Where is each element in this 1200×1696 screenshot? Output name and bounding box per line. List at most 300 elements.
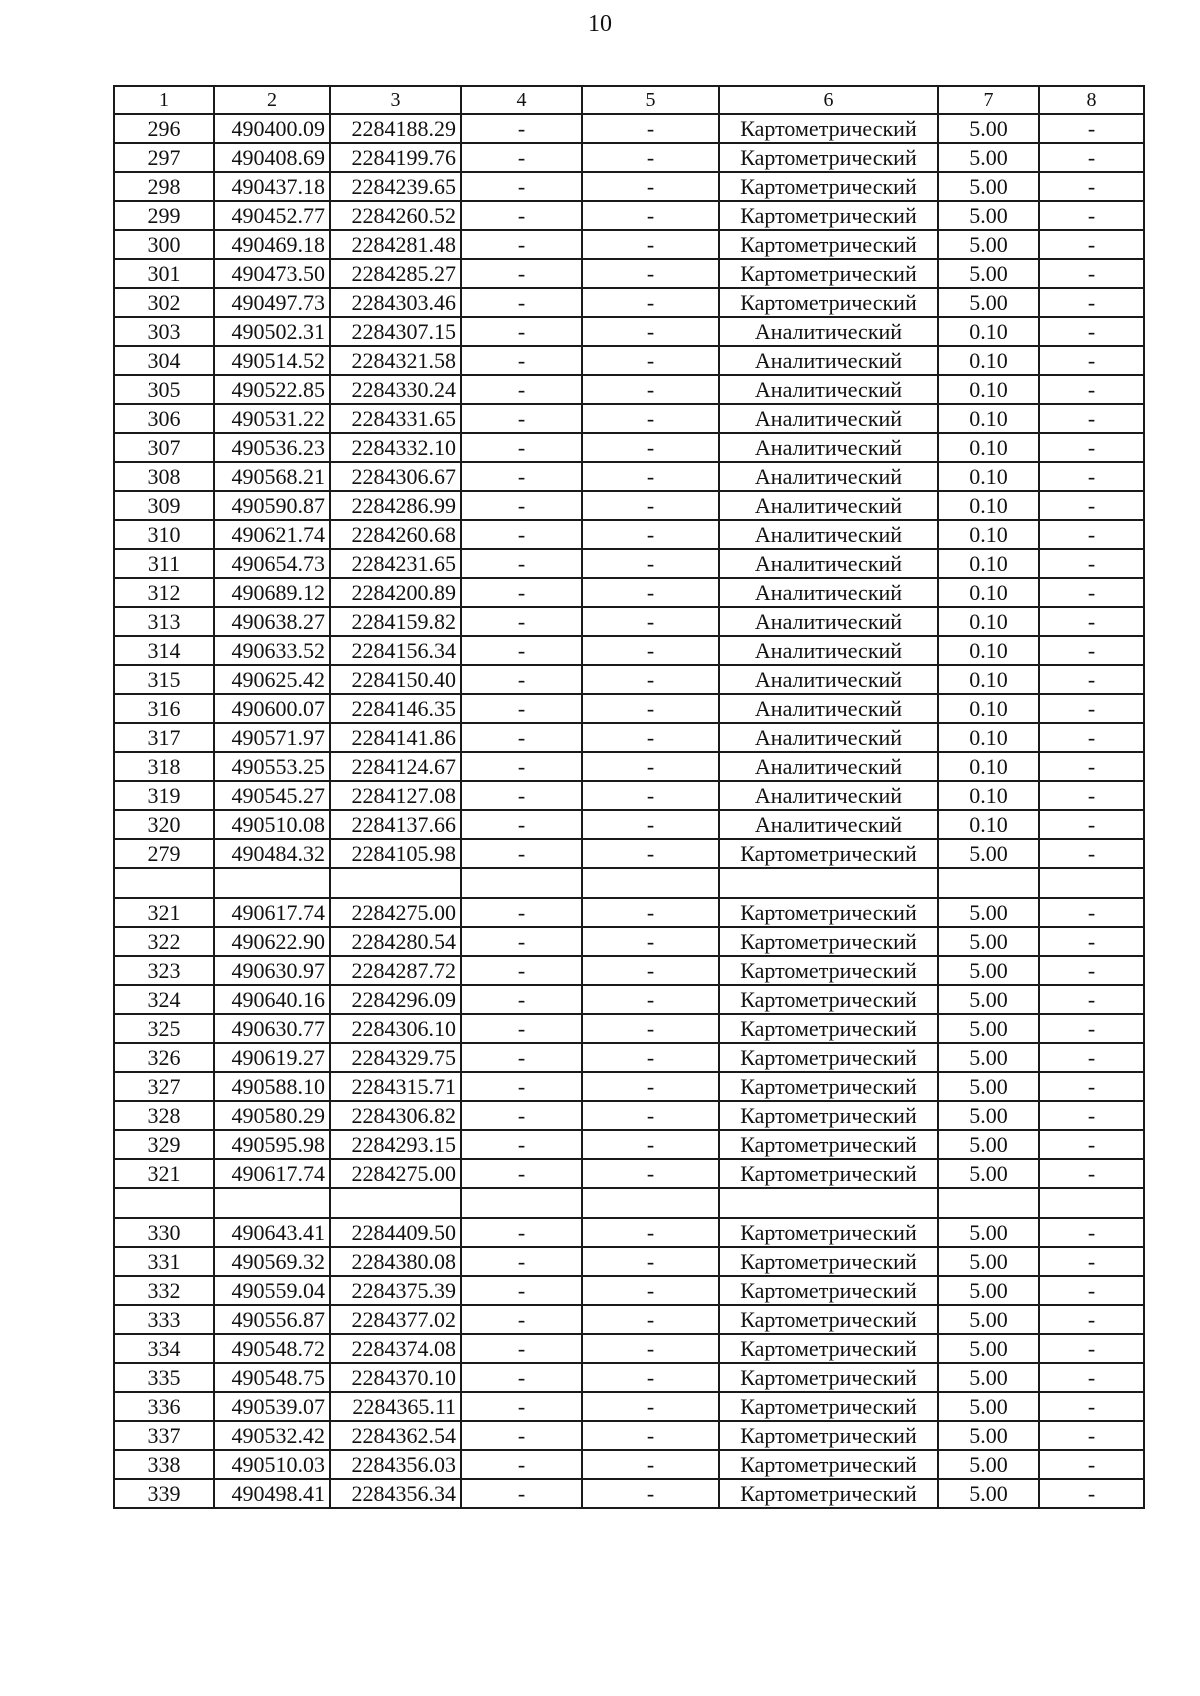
accuracy-cell: 0.10 — [938, 781, 1039, 810]
x-coordinate-cell: 490617.74 — [214, 898, 330, 927]
col-4-cell: - — [461, 1276, 582, 1305]
method-cell: Картометрический — [719, 1218, 938, 1247]
col-4-cell — [461, 868, 582, 898]
point-number-cell: 317 — [114, 723, 214, 752]
accuracy-cell: 5.00 — [938, 1130, 1039, 1159]
point-number-cell: 322 — [114, 927, 214, 956]
y-coordinate-cell: 2284329.75 — [330, 1043, 461, 1072]
col-4-cell: - — [461, 346, 582, 375]
table-row — [114, 1101, 1144, 1130]
point-number-cell: 296 — [114, 114, 214, 143]
col-4-cell: - — [461, 1247, 582, 1276]
accuracy-cell: 0.10 — [938, 317, 1039, 346]
method-cell: Картометрический — [719, 230, 938, 259]
y-coordinate-cell: 2284285.27 — [330, 259, 461, 288]
y-coordinate-cell: 2284409.50 — [330, 1218, 461, 1247]
y-coordinate-cell: 2284374.08 — [330, 1334, 461, 1363]
col-4-cell: - — [461, 1363, 582, 1392]
y-coordinate-cell: 2284124.67 — [330, 752, 461, 781]
method-cell: Аналитический — [719, 404, 938, 433]
x-coordinate-cell: 490630.77 — [214, 1014, 330, 1043]
col-4-cell: - — [461, 520, 582, 549]
col-5-cell: - — [582, 607, 719, 636]
col-8-cell: - — [1039, 723, 1144, 752]
x-coordinate-cell: 490600.07 — [214, 694, 330, 723]
table-row — [114, 1334, 1144, 1363]
col-8-cell: - — [1039, 201, 1144, 230]
col-5-cell: - — [582, 636, 719, 665]
method-cell: Картометрический — [719, 1101, 938, 1130]
table-row — [114, 433, 1144, 462]
x-coordinate-cell: 490548.75 — [214, 1363, 330, 1392]
point-number-cell: 301 — [114, 259, 214, 288]
table-row — [114, 578, 1144, 607]
point-number-cell: 299 — [114, 201, 214, 230]
table-row — [114, 1043, 1144, 1072]
table-row — [114, 375, 1144, 404]
col-5-cell: - — [582, 839, 719, 868]
y-coordinate-cell: 2284375.39 — [330, 1276, 461, 1305]
col-8-cell: - — [1039, 549, 1144, 578]
table-row — [114, 549, 1144, 578]
point-number-cell: 334 — [114, 1334, 214, 1363]
col-4-cell: - — [461, 1450, 582, 1479]
table-row — [114, 1130, 1144, 1159]
table-row — [114, 1218, 1144, 1247]
col-8-cell: - — [1039, 1450, 1144, 1479]
y-coordinate-cell: 2284287.72 — [330, 956, 461, 985]
x-coordinate-cell — [214, 1188, 330, 1218]
table-row — [114, 1363, 1144, 1392]
accuracy-cell: 5.00 — [938, 201, 1039, 230]
accuracy-cell: 0.10 — [938, 491, 1039, 520]
accuracy-cell: 5.00 — [938, 143, 1039, 172]
x-coordinate-cell: 490590.87 — [214, 491, 330, 520]
table-row — [114, 1421, 1144, 1450]
col-5-cell: - — [582, 346, 719, 375]
col-4-cell: - — [461, 1043, 582, 1072]
table-row — [114, 1479, 1144, 1508]
method-cell: Аналитический — [719, 375, 938, 404]
method-cell: Аналитический — [719, 752, 938, 781]
method-cell: Картометрический — [719, 1305, 938, 1334]
col-8-cell: - — [1039, 1101, 1144, 1130]
point-number-cell: 315 — [114, 665, 214, 694]
method-cell: Аналитический — [719, 462, 938, 491]
point-number-cell — [114, 868, 214, 898]
col-4-cell: - — [461, 1479, 582, 1508]
table-row — [114, 114, 1144, 143]
x-coordinate-cell: 490689.12 — [214, 578, 330, 607]
method-cell: Картометрический — [719, 985, 938, 1014]
point-number-cell: 308 — [114, 462, 214, 491]
accuracy-cell: 5.00 — [938, 114, 1039, 143]
accuracy-cell: 5.00 — [938, 898, 1039, 927]
y-coordinate-cell: 2284306.67 — [330, 462, 461, 491]
table-row — [114, 491, 1144, 520]
x-coordinate-cell: 490625.42 — [214, 665, 330, 694]
method-cell: Картометрический — [719, 898, 938, 927]
method-cell: Картометрический — [719, 1363, 938, 1392]
table-row — [114, 694, 1144, 723]
col-5-cell: - — [582, 1305, 719, 1334]
table-header-row — [114, 86, 1144, 114]
col-5-cell: - — [582, 259, 719, 288]
col-8-cell: - — [1039, 839, 1144, 868]
point-number-cell: 323 — [114, 956, 214, 985]
col-8-cell: - — [1039, 607, 1144, 636]
y-coordinate-cell: 2284231.65 — [330, 549, 461, 578]
method-cell: Аналитический — [719, 317, 938, 346]
point-number-cell: 279 — [114, 839, 214, 868]
y-coordinate-cell: 2284200.89 — [330, 578, 461, 607]
accuracy-cell: 5.00 — [938, 1276, 1039, 1305]
table-row — [114, 723, 1144, 752]
col-4-cell — [461, 1188, 582, 1218]
point-number-cell: 320 — [114, 810, 214, 839]
col-8-cell: - — [1039, 694, 1144, 723]
method-cell: Аналитический — [719, 694, 938, 723]
y-coordinate-cell: 2284239.65 — [330, 172, 461, 201]
method-cell: Картометрический — [719, 839, 938, 868]
y-coordinate-cell: 2284260.68 — [330, 520, 461, 549]
point-number-cell: 330 — [114, 1218, 214, 1247]
col-4-cell: - — [461, 317, 582, 346]
col-4-cell: - — [461, 1101, 582, 1130]
method-cell: Аналитический — [719, 433, 938, 462]
method-cell — [719, 868, 938, 898]
table-row — [114, 1159, 1144, 1188]
point-number-cell: 331 — [114, 1247, 214, 1276]
accuracy-cell: 0.10 — [938, 723, 1039, 752]
point-number-cell: 321 — [114, 1159, 214, 1188]
y-coordinate-cell: 2284356.34 — [330, 1479, 461, 1508]
point-number-cell: 310 — [114, 520, 214, 549]
method-cell: Картометрический — [719, 114, 938, 143]
col-5-cell: - — [582, 114, 719, 143]
method-cell: Аналитический — [719, 723, 938, 752]
col-8-cell: - — [1039, 1130, 1144, 1159]
col-5-cell — [582, 868, 719, 898]
accuracy-cell: 5.00 — [938, 927, 1039, 956]
x-coordinate-cell: 490536.23 — [214, 433, 330, 462]
point-number-cell: 337 — [114, 1421, 214, 1450]
col-4-cell: - — [461, 462, 582, 491]
col-8-cell: - — [1039, 956, 1144, 985]
method-cell: Картометрический — [719, 172, 938, 201]
table-row — [114, 781, 1144, 810]
col-4-cell: - — [461, 1218, 582, 1247]
accuracy-cell: 0.10 — [938, 549, 1039, 578]
x-coordinate-cell: 490569.32 — [214, 1247, 330, 1276]
y-coordinate-cell: 2284275.00 — [330, 898, 461, 927]
x-coordinate-cell: 490568.21 — [214, 462, 330, 491]
col-5-cell: - — [582, 143, 719, 172]
point-number-cell — [114, 1188, 214, 1218]
col-5-cell: - — [582, 491, 719, 520]
y-coordinate-cell: 2284365.11 — [330, 1392, 461, 1421]
col-4-cell: - — [461, 723, 582, 752]
table-row — [114, 956, 1144, 985]
accuracy-cell: 5.00 — [938, 172, 1039, 201]
method-cell: Картометрический — [719, 1421, 938, 1450]
col-5-cell: - — [582, 288, 719, 317]
header-cell-4: 4 — [461, 86, 582, 114]
col-5-cell: - — [582, 317, 719, 346]
col-8-cell: - — [1039, 1479, 1144, 1508]
x-coordinate-cell: 490588.10 — [214, 1072, 330, 1101]
col-8-cell: - — [1039, 665, 1144, 694]
col-4-cell: - — [461, 288, 582, 317]
point-number-cell: 324 — [114, 985, 214, 1014]
header-cell-5: 5 — [582, 86, 719, 114]
y-coordinate-cell: 2284260.52 — [330, 201, 461, 230]
col-8-cell: - — [1039, 1392, 1144, 1421]
col-8-cell: - — [1039, 375, 1144, 404]
header-cell-1: 1 — [114, 86, 214, 114]
x-coordinate-cell: 490643.41 — [214, 1218, 330, 1247]
accuracy-cell: 5.00 — [938, 1218, 1039, 1247]
y-coordinate-cell: 2284306.82 — [330, 1101, 461, 1130]
table-row — [114, 898, 1144, 927]
x-coordinate-cell: 490556.87 — [214, 1305, 330, 1334]
method-cell: Аналитический — [719, 491, 938, 520]
table-body — [114, 86, 1144, 1508]
method-cell: Картометрический — [719, 1334, 938, 1363]
method-cell: Аналитический — [719, 520, 938, 549]
col-8-cell: - — [1039, 259, 1144, 288]
x-coordinate-cell: 490630.97 — [214, 956, 330, 985]
method-cell: Картометрический — [719, 1479, 938, 1508]
x-coordinate-cell: 490510.08 — [214, 810, 330, 839]
point-number-cell: 297 — [114, 143, 214, 172]
x-coordinate-cell: 490571.97 — [214, 723, 330, 752]
y-coordinate-cell: 2284306.10 — [330, 1014, 461, 1043]
accuracy-cell: 0.10 — [938, 752, 1039, 781]
accuracy-cell — [938, 868, 1039, 898]
col-5-cell: - — [582, 230, 719, 259]
col-4-cell: - — [461, 607, 582, 636]
col-5-cell: - — [582, 898, 719, 927]
method-cell: Картометрический — [719, 1014, 938, 1043]
x-coordinate-cell: 490548.72 — [214, 1334, 330, 1363]
table-row — [114, 985, 1144, 1014]
col-5-cell: - — [582, 549, 719, 578]
x-coordinate-cell: 490437.18 — [214, 172, 330, 201]
col-4-cell: - — [461, 898, 582, 927]
col-5-cell: - — [582, 1334, 719, 1363]
col-4-cell: - — [461, 665, 582, 694]
accuracy-cell: 5.00 — [938, 839, 1039, 868]
x-coordinate-cell: 490400.09 — [214, 114, 330, 143]
table-row — [114, 752, 1144, 781]
y-coordinate-cell: 2284332.10 — [330, 433, 461, 462]
point-number-cell: 309 — [114, 491, 214, 520]
x-coordinate-cell: 490654.73 — [214, 549, 330, 578]
col-5-cell: - — [582, 985, 719, 1014]
col-4-cell: - — [461, 201, 582, 230]
col-8-cell: - — [1039, 898, 1144, 927]
col-8-cell: - — [1039, 1159, 1144, 1188]
point-number-cell: 316 — [114, 694, 214, 723]
col-8-cell: - — [1039, 1421, 1144, 1450]
col-8-cell: - — [1039, 1072, 1144, 1101]
method-cell: Картометрический — [719, 1450, 938, 1479]
x-coordinate-cell: 490469.18 — [214, 230, 330, 259]
table-row — [114, 1014, 1144, 1043]
accuracy-cell: 0.10 — [938, 636, 1039, 665]
table-row — [114, 259, 1144, 288]
col-8-cell: - — [1039, 1043, 1144, 1072]
point-number-cell: 332 — [114, 1276, 214, 1305]
x-coordinate-cell: 490559.04 — [214, 1276, 330, 1305]
x-coordinate-cell: 490408.69 — [214, 143, 330, 172]
table-row — [114, 462, 1144, 491]
col-5-cell: - — [582, 1130, 719, 1159]
x-coordinate-cell: 490640.16 — [214, 985, 330, 1014]
accuracy-cell: 5.00 — [938, 1072, 1039, 1101]
accuracy-cell: 0.10 — [938, 346, 1039, 375]
y-coordinate-cell — [330, 868, 461, 898]
point-number-cell: 333 — [114, 1305, 214, 1334]
point-number-cell: 319 — [114, 781, 214, 810]
table-row — [114, 520, 1144, 549]
accuracy-cell: 5.00 — [938, 1334, 1039, 1363]
method-cell: Аналитический — [719, 810, 938, 839]
x-coordinate-cell: 490545.27 — [214, 781, 330, 810]
col-8-cell — [1039, 1188, 1144, 1218]
header-cell-7: 7 — [938, 86, 1039, 114]
accuracy-cell: 5.00 — [938, 1421, 1039, 1450]
col-4-cell: - — [461, 839, 582, 868]
col-5-cell: - — [582, 462, 719, 491]
method-cell: Аналитический — [719, 549, 938, 578]
col-4-cell: - — [461, 781, 582, 810]
col-4-cell: - — [461, 1392, 582, 1421]
y-coordinate-cell: 2284370.10 — [330, 1363, 461, 1392]
point-number-cell: 321 — [114, 898, 214, 927]
col-5-cell: - — [582, 1247, 719, 1276]
table-row — [114, 839, 1144, 868]
accuracy-cell: 5.00 — [938, 1247, 1039, 1276]
x-coordinate-cell: 490452.77 — [214, 201, 330, 230]
accuracy-cell: 0.10 — [938, 433, 1039, 462]
y-coordinate-cell: 2284303.46 — [330, 288, 461, 317]
x-coordinate-cell: 490473.50 — [214, 259, 330, 288]
table-row — [114, 1305, 1144, 1334]
method-cell: Картометрический — [719, 288, 938, 317]
col-5-cell: - — [582, 665, 719, 694]
x-coordinate-cell: 490621.74 — [214, 520, 330, 549]
point-number-cell: 300 — [114, 230, 214, 259]
point-number-cell: 298 — [114, 172, 214, 201]
col-5-cell: - — [582, 1392, 719, 1421]
header-cell-2: 2 — [214, 86, 330, 114]
table-row — [114, 607, 1144, 636]
col-5-cell: - — [582, 520, 719, 549]
method-cell: Картометрический — [719, 956, 938, 985]
col-4-cell: - — [461, 549, 582, 578]
accuracy-cell: 5.00 — [938, 230, 1039, 259]
x-coordinate-cell: 490497.73 — [214, 288, 330, 317]
x-coordinate-cell: 490510.03 — [214, 1450, 330, 1479]
point-number-cell: 336 — [114, 1392, 214, 1421]
header-cell-3: 3 — [330, 86, 461, 114]
col-8-cell: - — [1039, 578, 1144, 607]
accuracy-cell — [938, 1188, 1039, 1218]
col-8-cell — [1039, 868, 1144, 898]
accuracy-cell: 5.00 — [938, 1363, 1039, 1392]
accuracy-cell: 5.00 — [938, 1043, 1039, 1072]
col-5-cell: - — [582, 1101, 719, 1130]
col-5-cell: - — [582, 1014, 719, 1043]
col-4-cell: - — [461, 230, 582, 259]
point-number-cell: 328 — [114, 1101, 214, 1130]
point-number-cell: 325 — [114, 1014, 214, 1043]
x-coordinate-cell: 490619.27 — [214, 1043, 330, 1072]
accuracy-cell: 0.10 — [938, 578, 1039, 607]
method-cell: Картометрический — [719, 259, 938, 288]
col-8-cell: - — [1039, 781, 1144, 810]
point-number-cell: 307 — [114, 433, 214, 462]
point-number-cell: 305 — [114, 375, 214, 404]
point-number-cell: 311 — [114, 549, 214, 578]
method-cell: Картометрический — [719, 201, 938, 230]
col-4-cell: - — [461, 114, 582, 143]
table-row — [114, 665, 1144, 694]
accuracy-cell: 0.10 — [938, 520, 1039, 549]
col-8-cell: - — [1039, 462, 1144, 491]
coordinates-table — [113, 85, 1145, 1509]
accuracy-cell: 0.10 — [938, 810, 1039, 839]
method-cell: Картометрический — [719, 927, 938, 956]
col-8-cell: - — [1039, 491, 1144, 520]
point-number-cell: 327 — [114, 1072, 214, 1101]
col-8-cell: - — [1039, 317, 1144, 346]
method-cell: Картометрический — [719, 1392, 938, 1421]
col-5-cell: - — [582, 1479, 719, 1508]
method-cell: Картометрический — [719, 1247, 938, 1276]
y-coordinate-cell: 2284199.76 — [330, 143, 461, 172]
col-8-cell: - — [1039, 230, 1144, 259]
accuracy-cell: 5.00 — [938, 985, 1039, 1014]
col-8-cell: - — [1039, 1363, 1144, 1392]
accuracy-cell: 5.00 — [938, 1392, 1039, 1421]
point-number-cell: 312 — [114, 578, 214, 607]
point-number-cell: 303 — [114, 317, 214, 346]
col-8-cell: - — [1039, 752, 1144, 781]
header-cell-8: 8 — [1039, 86, 1144, 114]
method-cell: Аналитический — [719, 607, 938, 636]
table-row — [114, 1247, 1144, 1276]
method-cell: Аналитический — [719, 781, 938, 810]
accuracy-cell: 5.00 — [938, 1479, 1039, 1508]
y-coordinate-cell: 2284286.99 — [330, 491, 461, 520]
x-coordinate-cell: 490514.52 — [214, 346, 330, 375]
col-4-cell: - — [461, 143, 582, 172]
col-5-cell: - — [582, 956, 719, 985]
y-coordinate-cell: 2284356.03 — [330, 1450, 461, 1479]
col-5-cell: - — [582, 404, 719, 433]
table-separator-row — [114, 868, 1144, 898]
col-8-cell: - — [1039, 114, 1144, 143]
point-number-cell: 329 — [114, 1130, 214, 1159]
x-coordinate-cell: 490633.52 — [214, 636, 330, 665]
table-separator-row — [114, 1188, 1144, 1218]
x-coordinate-cell: 490502.31 — [214, 317, 330, 346]
accuracy-cell: 5.00 — [938, 1305, 1039, 1334]
header-cell-6: 6 — [719, 86, 938, 114]
